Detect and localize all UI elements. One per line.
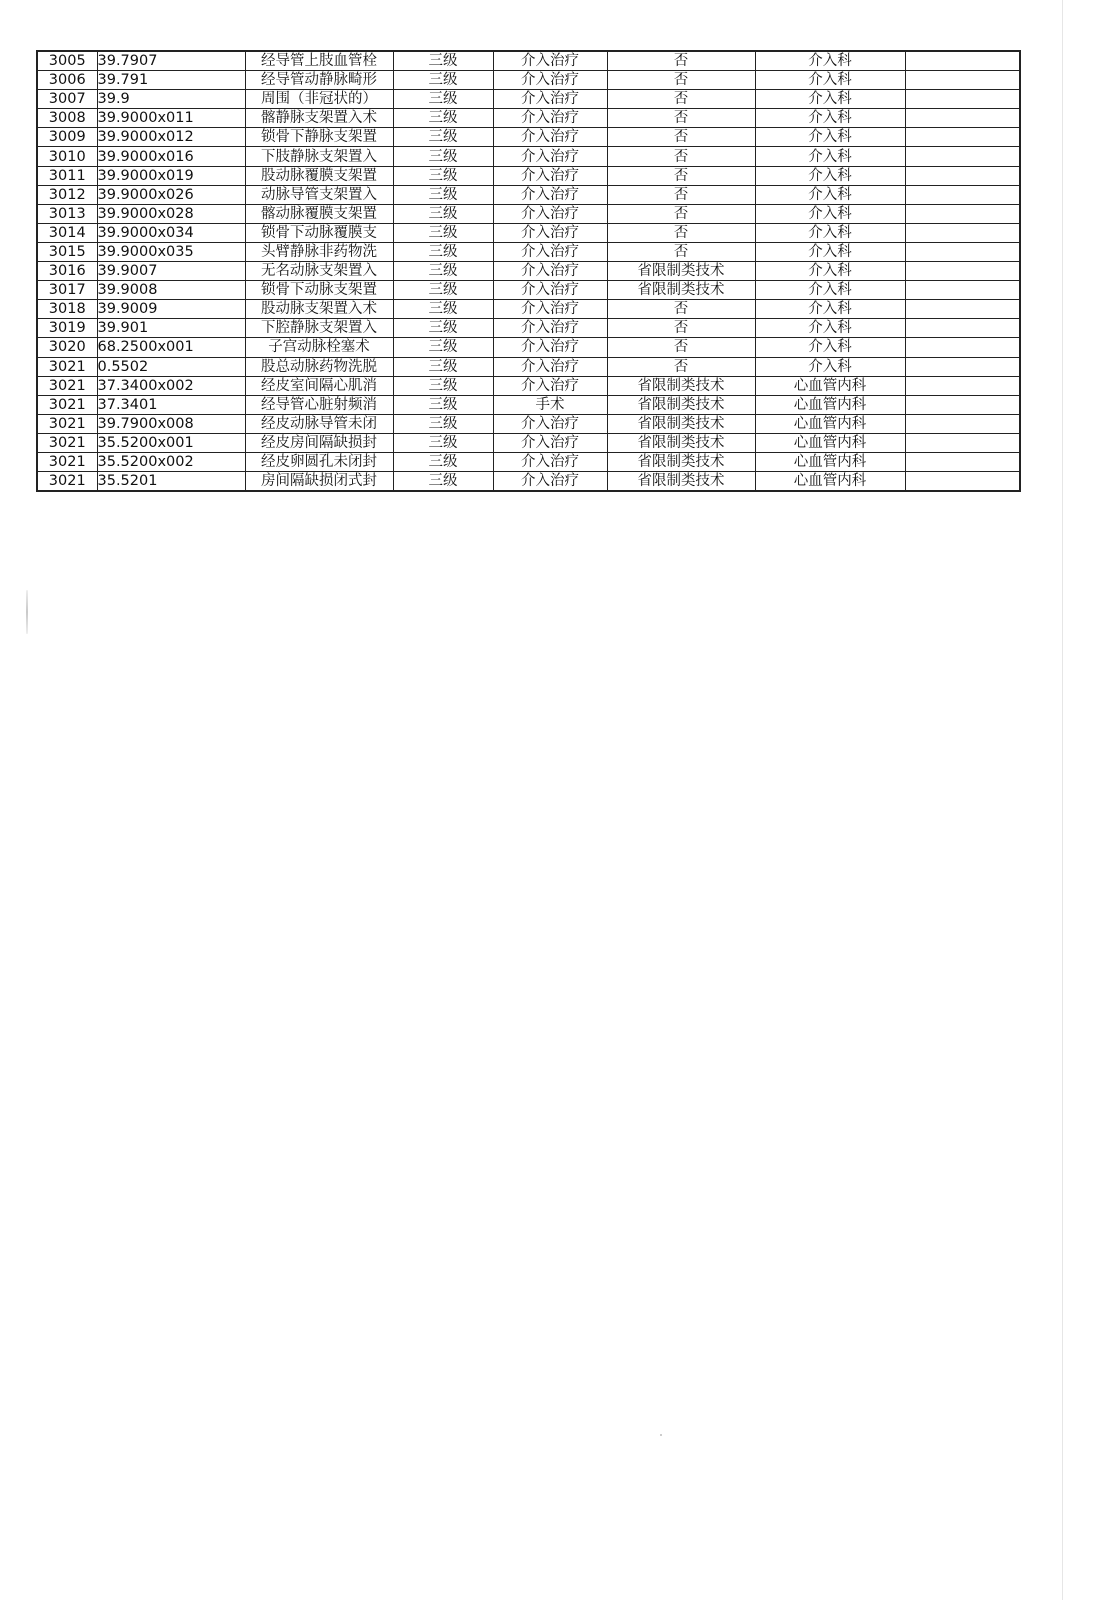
table-row — [37, 452, 1020, 471]
table-row — [37, 376, 1020, 395]
procedure-level-cell: 三级 — [393, 395, 493, 414]
table-row — [37, 51, 1020, 71]
procedure-level-cell: 三级 — [393, 319, 493, 338]
restricted-technology-cell: 否 — [607, 338, 755, 357]
procedure-category-cell: 介入治疗 — [493, 452, 607, 471]
row-number-cell: 3008 — [37, 109, 97, 128]
row-number-cell: 3012 — [37, 185, 97, 204]
restricted-technology-cell: 省限制类技术 — [607, 452, 755, 471]
procedure-code-cell: 39.791 — [97, 71, 245, 90]
procedure-code-cell: 39.9007 — [97, 262, 245, 281]
restricted-technology-cell: 否 — [607, 51, 755, 71]
empty-cell — [905, 414, 1020, 433]
restricted-technology-cell: 否 — [607, 147, 755, 166]
procedure-code-cell: 68.2500x001 — [97, 338, 245, 357]
procedure-category-cell: 介入治疗 — [493, 185, 607, 204]
procedure-category-cell: 介入治疗 — [493, 319, 607, 338]
department-cell: 介入科 — [755, 51, 905, 71]
row-number-cell: 3013 — [37, 204, 97, 223]
procedure-level-cell: 三级 — [393, 338, 493, 357]
procedure-code-cell: 39.9000x028 — [97, 204, 245, 223]
department-cell: 介入科 — [755, 147, 905, 166]
department-cell: 介入科 — [755, 166, 905, 185]
procedure-code-cell: 39.9008 — [97, 281, 245, 300]
department-cell: 介入科 — [755, 185, 905, 204]
table-row — [37, 472, 1020, 492]
procedure-name-cell: 周围（非冠状的） — [245, 90, 393, 109]
row-number-cell: 3014 — [37, 223, 97, 242]
procedure-category-cell: 介入治疗 — [493, 433, 607, 452]
procedure-name-cell: 髂动脉覆膜支架置 — [245, 204, 393, 223]
restricted-technology-cell: 省限制类技术 — [607, 376, 755, 395]
scan-speck — [660, 1434, 662, 1436]
procedure-code-cell: 39.9000x019 — [97, 166, 245, 185]
row-number-cell: 3021 — [37, 357, 97, 376]
empty-cell — [905, 51, 1020, 71]
procedure-level-cell: 三级 — [393, 300, 493, 319]
procedure-name-cell: 无名动脉支架置入 — [245, 262, 393, 281]
procedure-category-cell: 介入治疗 — [493, 338, 607, 357]
procedure-code-cell: 39.901 — [97, 319, 245, 338]
procedure-code-cell: 35.5200x002 — [97, 452, 245, 471]
table-row — [37, 395, 1020, 414]
procedure-level-cell: 三级 — [393, 262, 493, 281]
department-cell: 介入科 — [755, 71, 905, 90]
procedure-name-cell: 髂静脉支架置入术 — [245, 109, 393, 128]
restricted-technology-cell: 否 — [607, 242, 755, 261]
empty-cell — [905, 357, 1020, 376]
empty-cell — [905, 109, 1020, 128]
procedure-category-cell: 介入治疗 — [493, 262, 607, 281]
procedure-name-cell: 经皮室间隔心肌消 — [245, 376, 393, 395]
row-number-cell: 3007 — [37, 90, 97, 109]
row-number-cell: 3021 — [37, 414, 97, 433]
procedure-level-cell: 三级 — [393, 147, 493, 166]
empty-cell — [905, 395, 1020, 414]
table-row — [37, 71, 1020, 90]
procedure-name-cell: 下肢静脉支架置入 — [245, 147, 393, 166]
procedure-name-cell: 经导管动静脉畸形 — [245, 71, 393, 90]
table-row — [37, 242, 1020, 261]
restricted-technology-cell: 否 — [607, 71, 755, 90]
procedure-level-cell: 三级 — [393, 185, 493, 204]
department-cell: 心血管内科 — [755, 472, 905, 492]
procedure-name-cell: 经导管心脏射频消 — [245, 395, 393, 414]
department-cell: 介入科 — [755, 300, 905, 319]
row-number-cell: 3009 — [37, 128, 97, 147]
procedure-code-cell: 39.9000x026 — [97, 185, 245, 204]
restricted-technology-cell: 否 — [607, 128, 755, 147]
procedure-category-cell: 介入治疗 — [493, 204, 607, 223]
procedure-code-cell: 35.5200x001 — [97, 433, 245, 452]
table-row — [37, 147, 1020, 166]
restricted-technology-cell: 否 — [607, 185, 755, 204]
procedure-level-cell: 三级 — [393, 281, 493, 300]
procedure-category-cell: 介入治疗 — [493, 90, 607, 109]
row-number-cell: 3020 — [37, 338, 97, 357]
procedure-code-cell: 37.3400x002 — [97, 376, 245, 395]
procedure-name-cell: 房间隔缺损闭式封 — [245, 472, 393, 492]
empty-cell — [905, 262, 1020, 281]
table-row — [37, 166, 1020, 185]
department-cell: 介入科 — [755, 262, 905, 281]
table-row — [37, 300, 1020, 319]
procedure-level-cell: 三级 — [393, 433, 493, 452]
procedure-code-cell: 39.9000x011 — [97, 109, 245, 128]
procedure-code-cell: 39.9000x016 — [97, 147, 245, 166]
procedure-code-cell: 35.5201 — [97, 472, 245, 492]
empty-cell — [905, 472, 1020, 492]
procedure-code-cell: 39.9009 — [97, 300, 245, 319]
restricted-technology-cell: 否 — [607, 166, 755, 185]
department-cell: 介入科 — [755, 281, 905, 300]
empty-cell — [905, 166, 1020, 185]
table-row — [37, 185, 1020, 204]
procedure-category-cell: 介入治疗 — [493, 147, 607, 166]
procedure-code-cell: 39.9000x034 — [97, 223, 245, 242]
procedure-level-cell: 三级 — [393, 357, 493, 376]
table-row — [37, 414, 1020, 433]
restricted-technology-cell: 否 — [607, 223, 755, 242]
row-number-cell: 3006 — [37, 71, 97, 90]
department-cell: 介入科 — [755, 90, 905, 109]
procedure-level-cell: 三级 — [393, 452, 493, 471]
procedure-level-cell: 三级 — [393, 204, 493, 223]
procedure-category-cell: 介入治疗 — [493, 281, 607, 300]
table-row — [37, 223, 1020, 242]
row-number-cell: 3021 — [37, 452, 97, 471]
row-number-cell: 3021 — [37, 472, 97, 492]
procedure-level-cell: 三级 — [393, 376, 493, 395]
table-row — [37, 281, 1020, 300]
restricted-technology-cell: 省限制类技术 — [607, 395, 755, 414]
row-number-cell: 3016 — [37, 262, 97, 281]
procedure-code-cell: 39.9 — [97, 90, 245, 109]
department-cell: 介入科 — [755, 128, 905, 147]
row-number-cell: 3005 — [37, 51, 97, 71]
procedure-level-cell: 三级 — [393, 109, 493, 128]
department-cell: 介入科 — [755, 223, 905, 242]
empty-cell — [905, 185, 1020, 204]
procedure-category-cell: 介入治疗 — [493, 376, 607, 395]
table-row — [37, 338, 1020, 357]
procedure-category-cell: 介入治疗 — [493, 223, 607, 242]
department-cell: 心血管内科 — [755, 395, 905, 414]
procedure-name-cell: 经导管上肢血管栓 — [245, 51, 393, 71]
table-row — [37, 357, 1020, 376]
table-row — [37, 90, 1020, 109]
empty-cell — [905, 71, 1020, 90]
procedure-category-cell: 介入治疗 — [493, 472, 607, 492]
procedure-code-cell: 39.9000x035 — [97, 242, 245, 261]
restricted-technology-cell: 否 — [607, 319, 755, 338]
page-edge-shadow — [1062, 0, 1063, 1600]
department-cell: 介入科 — [755, 109, 905, 128]
scan-mark — [26, 590, 28, 634]
empty-cell — [905, 147, 1020, 166]
restricted-technology-cell: 否 — [607, 90, 755, 109]
procedure-name-cell: 子宫动脉栓塞术 — [245, 338, 393, 357]
procedure-name-cell: 经皮房间隔缺损封 — [245, 433, 393, 452]
table-row — [37, 262, 1020, 281]
procedure-name-cell: 股动脉覆膜支架置 — [245, 166, 393, 185]
department-cell: 心血管内科 — [755, 433, 905, 452]
empty-cell — [905, 128, 1020, 147]
restricted-technology-cell: 否 — [607, 204, 755, 223]
procedure-level-cell: 三级 — [393, 472, 493, 492]
department-cell: 介入科 — [755, 242, 905, 261]
restricted-technology-cell: 省限制类技术 — [607, 281, 755, 300]
row-number-cell: 3018 — [37, 300, 97, 319]
table-row — [37, 109, 1020, 128]
procedure-code-cell: 39.7900x008 — [97, 414, 245, 433]
table-row — [37, 128, 1020, 147]
table-body — [37, 51, 1020, 491]
procedure-name-cell: 下腔静脉支架置入 — [245, 319, 393, 338]
empty-cell — [905, 338, 1020, 357]
empty-cell — [905, 242, 1020, 261]
empty-cell — [905, 376, 1020, 395]
procedure-category-cell: 介入治疗 — [493, 166, 607, 185]
row-number-cell: 3015 — [37, 242, 97, 261]
procedure-name-cell: 经皮动脉导管未闭 — [245, 414, 393, 433]
procedure-level-cell: 三级 — [393, 223, 493, 242]
empty-cell — [905, 319, 1020, 338]
restricted-technology-cell: 否 — [607, 109, 755, 128]
department-cell: 介入科 — [755, 357, 905, 376]
row-number-cell: 3010 — [37, 147, 97, 166]
empty-cell — [905, 281, 1020, 300]
table-row — [37, 204, 1020, 223]
procedure-code-cell: 39.9000x012 — [97, 128, 245, 147]
department-cell: 心血管内科 — [755, 452, 905, 471]
procedure-name-cell: 锁骨下动脉覆膜支 — [245, 223, 393, 242]
empty-cell — [905, 433, 1020, 452]
restricted-technology-cell: 省限制类技术 — [607, 433, 755, 452]
row-number-cell: 3019 — [37, 319, 97, 338]
restricted-technology-cell: 否 — [607, 357, 755, 376]
procedure-category-cell: 介入治疗 — [493, 300, 607, 319]
procedure-level-cell: 三级 — [393, 414, 493, 433]
procedure-category-cell: 手术 — [493, 395, 607, 414]
row-number-cell: 3021 — [37, 395, 97, 414]
procedure-name-cell: 锁骨下动脉支架置 — [245, 281, 393, 300]
procedure-code-cell: 0.5502 — [97, 357, 245, 376]
empty-cell — [905, 204, 1020, 223]
procedure-name-cell: 股总动脉药物洗脱 — [245, 357, 393, 376]
department-cell: 介入科 — [755, 204, 905, 223]
restricted-technology-cell: 省限制类技术 — [607, 262, 755, 281]
row-number-cell: 3021 — [37, 376, 97, 395]
table-row — [37, 319, 1020, 338]
procedure-category-cell: 介入治疗 — [493, 242, 607, 261]
row-number-cell: 3011 — [37, 166, 97, 185]
procedure-category-cell: 介入治疗 — [493, 357, 607, 376]
procedure-category-cell: 介入治疗 — [493, 128, 607, 147]
procedure-name-cell: 锁骨下静脉支架置 — [245, 128, 393, 147]
procedure-name-cell: 动脉导管支架置入 — [245, 185, 393, 204]
procedure-level-cell: 三级 — [393, 128, 493, 147]
procedure-table — [36, 50, 1021, 492]
restricted-technology-cell: 省限制类技术 — [607, 414, 755, 433]
row-number-cell: 3021 — [37, 433, 97, 452]
department-cell: 心血管内科 — [755, 414, 905, 433]
procedure-level-cell: 三级 — [393, 90, 493, 109]
procedure-code-cell: 39.7907 — [97, 51, 245, 71]
procedure-code-cell: 37.3401 — [97, 395, 245, 414]
empty-cell — [905, 90, 1020, 109]
table-row — [37, 433, 1020, 452]
procedure-level-cell: 三级 — [393, 71, 493, 90]
procedure-level-cell: 三级 — [393, 166, 493, 185]
procedure-category-cell: 介入治疗 — [493, 414, 607, 433]
row-number-cell: 3017 — [37, 281, 97, 300]
procedure-category-cell: 介入治疗 — [493, 71, 607, 90]
procedure-name-cell: 头臂静脉非药物洗 — [245, 242, 393, 261]
procedure-name-cell: 股动脉支架置入术 — [245, 300, 393, 319]
restricted-technology-cell: 省限制类技术 — [607, 472, 755, 492]
procedure-category-cell: 介入治疗 — [493, 109, 607, 128]
procedure-level-cell: 三级 — [393, 51, 493, 71]
procedure-category-cell: 介入治疗 — [493, 51, 607, 71]
empty-cell — [905, 452, 1020, 471]
procedure-level-cell: 三级 — [393, 242, 493, 261]
department-cell: 介入科 — [755, 338, 905, 357]
department-cell: 介入科 — [755, 319, 905, 338]
empty-cell — [905, 223, 1020, 242]
department-cell: 心血管内科 — [755, 376, 905, 395]
procedure-name-cell: 经皮卵圆孔未闭封 — [245, 452, 393, 471]
empty-cell — [905, 300, 1020, 319]
restricted-technology-cell: 否 — [607, 300, 755, 319]
